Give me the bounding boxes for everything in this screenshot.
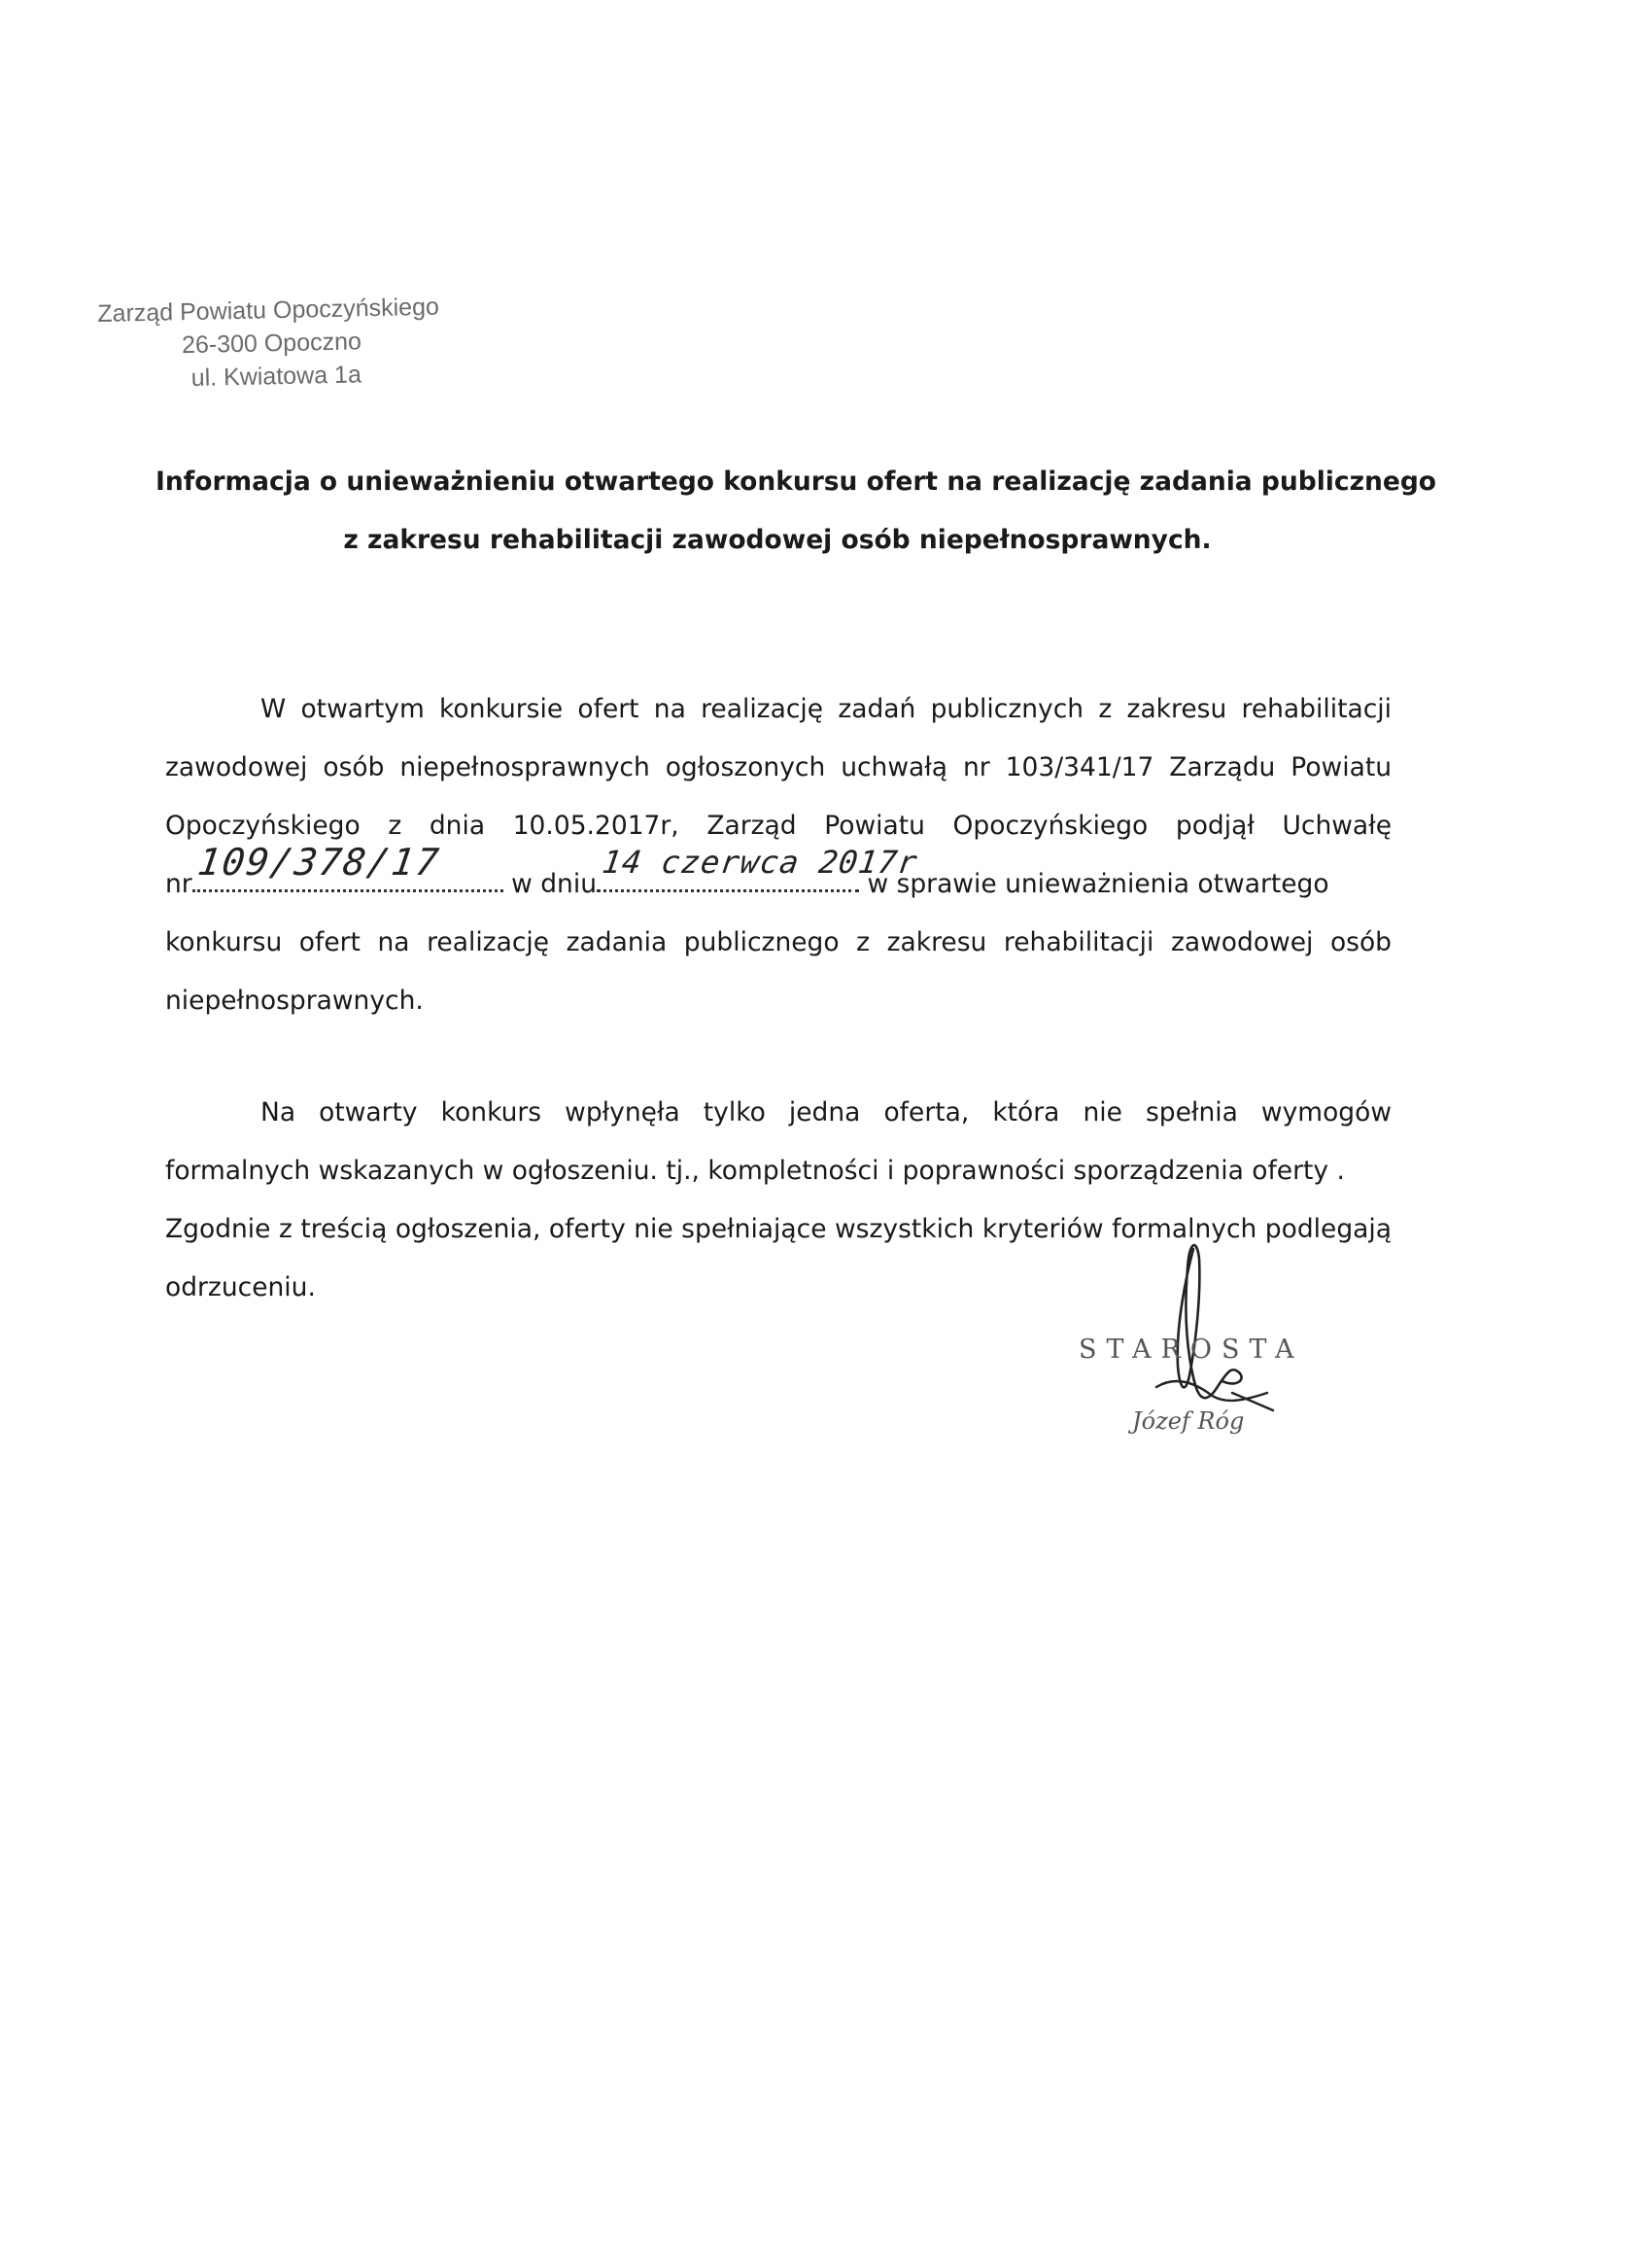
sender-stamp bbox=[97, 290, 488, 397]
paragraph-1-line: zawodowej osób niepełnosprawnych ogłoszonych uchwałą nr 103/341/17 Zarządu Powiatu bbox=[165, 752, 1392, 782]
paragraph-1-line: konkursu ofert na realizację zadania publicznego z zakresu rehabilitacji zawodowej osób bbox=[165, 927, 1392, 957]
resolution-number-field bbox=[192, 841, 503, 892]
sender-street: ul. Kwiatowa 1a bbox=[190, 361, 362, 392]
paragraph-1-line: niepełnosprawnych. bbox=[165, 986, 424, 1016]
date-handwritten: 14 czerwca 2017r bbox=[600, 844, 920, 881]
paragraph-2-line: odrzuceniu. bbox=[165, 1272, 316, 1302]
paragraph-1-fill-line bbox=[165, 841, 1392, 914]
resolution-number-handwritten: 109/378/17 bbox=[194, 841, 443, 884]
paragraph-2-line: Zgodnie z treścią ogłoszenia, oferty nie spełniające wszystkich kryteriów formalnych podlegają bbox=[165, 1214, 1392, 1244]
signatory-title: STAROSTA bbox=[1079, 1335, 1304, 1365]
paragraph-2-line: Na otwarty konkurs wpłynęła tylko jedna oferta, która nie spełnia wymogów bbox=[260, 1097, 1392, 1128]
paragraph-1-line: W otwartym konkursie ofert na realizację zadań publicznych z zakresu rehabilitacji bbox=[260, 694, 1392, 724]
nr-label: nr bbox=[165, 869, 192, 899]
sender-postal-code: 26-300 Opoczno bbox=[181, 328, 362, 360]
fill-line-suffix: w sprawie unieważnienia otwartego bbox=[867, 869, 1329, 899]
paragraph-2-line: formalnych wskazanych w ogłoszeniu. tj., kompletności i poprawności sporządzenia oferty . bbox=[165, 1156, 1345, 1186]
paragraph-1-line: Opoczyńskiego z dnia 10.05.2017r, Zarząd Powiatu Opoczyńskiego podjął Uchwałę bbox=[165, 811, 1392, 841]
paragraph-1 bbox=[165, 680, 1392, 1030]
signatory-name: Józef Róg bbox=[1132, 1407, 1245, 1435]
date-field bbox=[597, 844, 920, 892]
document-title-line-2: z zakresu rehabilitacji zawodowej osób niepełnosprawnych. bbox=[343, 525, 1212, 555]
document-title-line-1: Informacja o unieważnieniu otwartego konkursu ofert na realizację zadania publicznego bbox=[155, 467, 1437, 497]
date-label: w dniu bbox=[511, 869, 598, 899]
sender-name: Zarząd Powiatu Opoczyńskiego bbox=[97, 293, 440, 328]
